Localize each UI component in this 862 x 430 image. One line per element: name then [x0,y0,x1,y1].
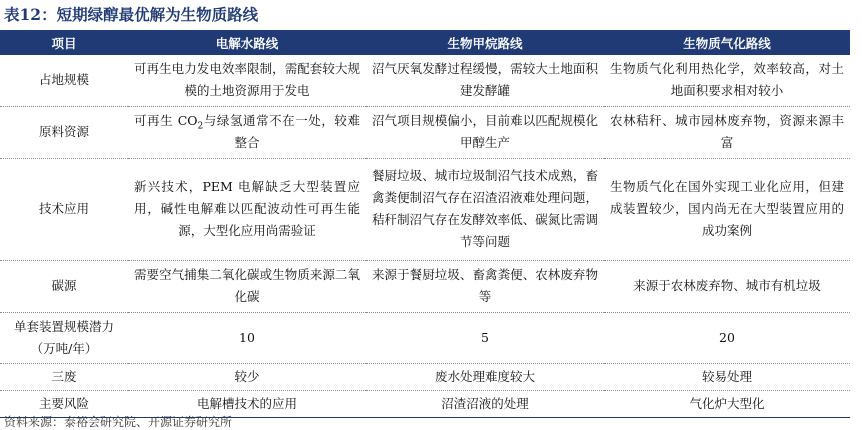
cell-biomethane: 沼气厌氧发酵过程缓慢，需较大土地面积建发酵罐 [366,55,604,106]
row-label: 占地规模 [0,55,128,106]
source-note: 资料来源：泰裕会研究院、开源证券研究所 [4,415,233,429]
cell-biomethane: 废水处理难度较大 [366,363,604,390]
row-label: 技术应用 [0,158,128,260]
subscript-two: 2 [197,121,204,132]
table-row [0,158,850,260]
table-caption: 表12：短期绿醇最优解为生物质路线 [4,5,259,24]
row-label-line2: （万吨/年） [30,340,98,356]
table-row [0,390,850,417]
cell-biomethane: 5 [366,312,604,363]
cell-biomethane: 沼气项目规模偏小，目前难以匹配规模化甲醇生产 [366,106,604,158]
table-header-row [0,30,850,55]
cell-gasification: 气化炉大型化 [604,390,850,417]
table-row [0,260,850,312]
table-row [0,363,850,390]
cell-biomethane: 来源于餐厨垃圾、畜禽粪便、农林废弃物等 [366,260,604,312]
cell-electrolysis: 新兴技术，PEM 电解缺乏大型装置应用，碱性电解难以匹配波动性可再生能源，大型化应用尚需验证 [128,158,366,260]
header-electrolysis: 电解水路线 [128,30,366,55]
header-item: 项目 [0,30,128,55]
cell-text-pre: 可再生 CO [134,113,198,128]
cell-electrolysis: 较少 [128,363,366,390]
cell-text-post: 与绿氢通常不在一处，较难整合 [203,113,360,150]
cell-gasification: 生物质气化在国外实现工业化应用，但建成装置较少，国内尚无在大型装置应用的成功案例 [604,158,850,260]
table-row [0,106,850,158]
row-label-line1: 单套装置规模潜力 [13,318,114,334]
cell-gasification: 来源于农林废弃物、城市有机垃圾 [604,260,850,312]
cell-electrolysis: 10 [128,312,366,363]
table-row [0,55,850,106]
header-biomethane: 生物甲烷路线 [366,30,604,55]
row-label: 主要风险 [0,390,128,417]
cell-biomethane: 餐厨垃圾、城市垃圾制沼气技术成熟，畜禽粪便制沼气存在沼渣沼液难处理问题，秸秆制沼气存在发酵效率低、碳氮比需调节等问题 [366,158,604,260]
cell-biomethane: 沼渣沼液的处理 [366,390,604,417]
comparison-table [0,30,850,418]
table-row [0,312,850,363]
row-label: 三废 [0,363,128,390]
cell-gasification: 20 [604,312,850,363]
cell-gasification: 生物质气化利用热化学，效率较高，对土地面积要求相对较小 [604,55,850,106]
header-gasification: 生物质气化路线 [604,30,850,55]
cell-gasification: 较易处理 [604,363,850,390]
row-label: 原料资源 [0,106,128,158]
cell-electrolysis [128,106,366,158]
cell-gasification: 农林秸秆、城市园林废弃物，资源来源丰富 [604,106,850,158]
row-label [0,312,128,363]
cell-electrolysis: 电解槽技术的应用 [128,390,366,417]
row-label: 碳源 [0,260,128,312]
cell-electrolysis: 需要空气捕集二氧化碳或生物质来源二氧化碳 [128,260,366,312]
cell-electrolysis: 可再生电力发电效率限制，需配套较大规模的土地资源用于发电 [128,55,366,106]
